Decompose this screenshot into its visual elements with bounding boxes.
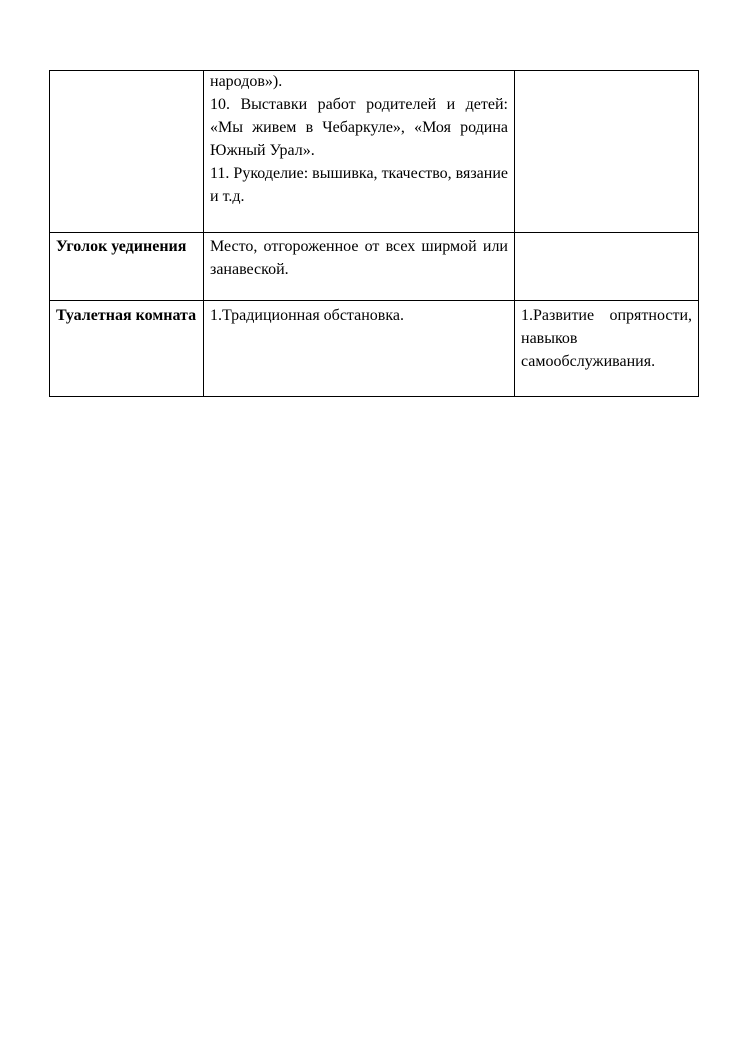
content-cell <box>204 71 515 233</box>
table-row <box>50 301 699 397</box>
zone-cell <box>50 301 204 397</box>
content-paragraph: 11. Рукоделие: вышивка, ткачество, вязание и т.д. <box>210 165 508 205</box>
content-paragraph: 10. Выставки работ родителей и детей: «Мы живем в Чебаркуле», «Моя родина Южный Урал». <box>210 96 508 159</box>
zone-cell <box>50 233 204 301</box>
result-cell <box>515 233 699 301</box>
content-cell <box>204 233 515 301</box>
table-row <box>50 233 699 301</box>
content-paragraph: 1.Традиционная обстановка. <box>210 307 404 324</box>
content-paragraph: Место, отгороженное от всех ширмой или занавеской. <box>210 238 508 278</box>
table-row <box>50 71 699 233</box>
content-cell <box>204 301 515 397</box>
zone-label: Уголок уединения <box>56 238 187 255</box>
zone-cell <box>50 71 204 233</box>
result-cell <box>515 71 699 233</box>
zone-label: Туалетная комната <box>56 307 197 324</box>
result-text: 1.Развитие опрятности, навыков самообслуживания. <box>521 307 692 370</box>
content-paragraph: народов»). <box>210 73 283 90</box>
document-table <box>49 70 699 397</box>
result-cell <box>515 301 699 397</box>
